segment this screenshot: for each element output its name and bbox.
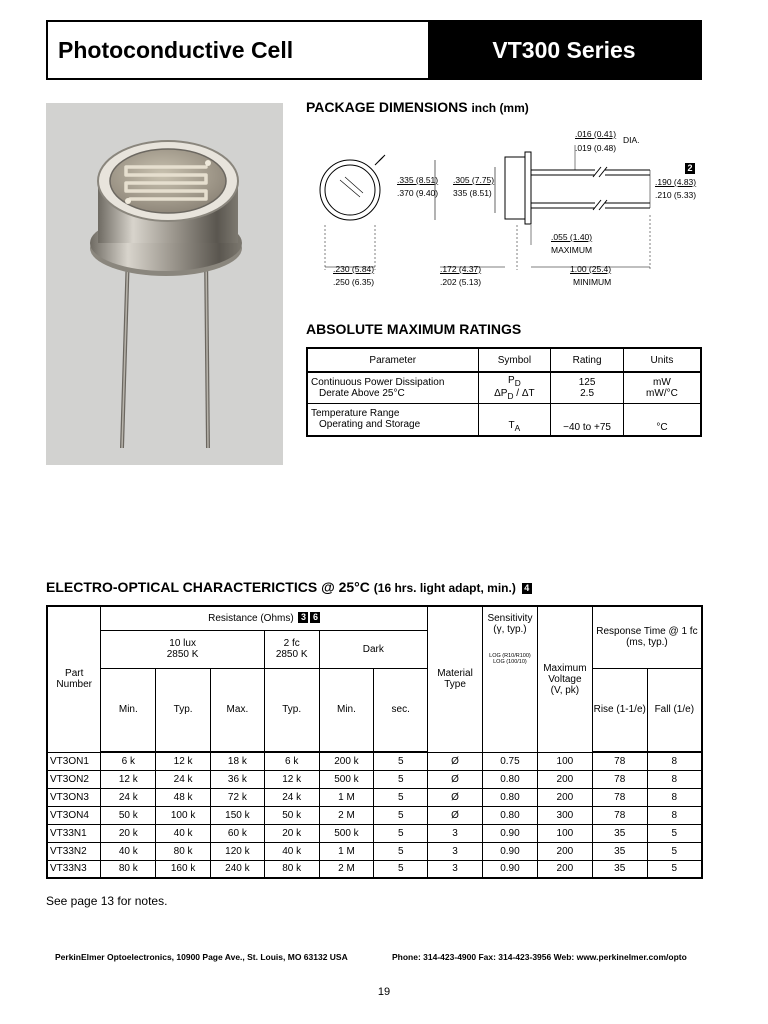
part-number-cell: VT3ON3 <box>47 788 101 806</box>
max-voltage-header <box>537 606 592 752</box>
table-cell: 50 k <box>101 806 156 824</box>
material-label: Material <box>437 668 473 680</box>
rating-text: 2.5 <box>580 388 595 399</box>
table-cell: 8 <box>647 788 702 806</box>
package-units: inch (mm) <box>471 101 529 115</box>
table-cell: 5 <box>374 824 428 842</box>
table-cell: 12 k <box>264 770 319 788</box>
note-num: 6 <box>310 612 320 623</box>
table-cell: 160 k <box>156 860 211 878</box>
eoc-heading-text: ELECTRO-OPTICAL CHARACTERICTICS @ 25°C <box>46 579 370 595</box>
table-cell: 40 k <box>264 842 319 860</box>
table-cell: 35 <box>592 824 647 842</box>
max-voltage-label: Voltage <box>548 673 582 685</box>
param-text: Continuous Power Dissipation <box>311 377 445 388</box>
table-cell: 5 <box>374 806 428 824</box>
table-cell: 0.80 <box>482 770 537 788</box>
package-heading <box>306 99 529 115</box>
table-cell: 78 <box>592 752 647 770</box>
rating-cell <box>551 372 624 404</box>
fc-label: 2 fc <box>283 638 300 649</box>
note-num: 3 <box>298 612 308 623</box>
table-cell: 24 k <box>264 788 319 806</box>
formula-den: LOG (100/10) <box>493 659 527 665</box>
unit-text: mW <box>653 377 671 388</box>
table-cell: 200 <box>537 860 592 878</box>
table-cell: 150 k <box>210 806 264 824</box>
table-cell: 100 <box>537 752 592 770</box>
ratings-header-row <box>307 348 701 372</box>
table-cell: 72 k <box>210 788 264 806</box>
table-cell: 80 k <box>101 860 156 878</box>
table-cell: 5 <box>374 860 428 878</box>
fc-header <box>264 630 319 668</box>
eoc-heading-sub: (16 hrs. light adapt, min.) <box>373 581 516 595</box>
part-number-label: Part Number <box>56 668 92 691</box>
table-cell: 240 k <box>210 860 264 878</box>
table-cell: 80 k <box>264 860 319 878</box>
dim-note-num: 2 <box>685 163 695 174</box>
table-cell: 8 <box>647 752 702 770</box>
param-text: Derate Above 25°C <box>319 388 405 399</box>
material-label: Type <box>444 679 466 691</box>
table-row <box>47 824 702 842</box>
table-cell: 0.80 <box>482 806 537 824</box>
table-cell: 5 <box>374 752 428 770</box>
symbol-sub: A <box>514 422 521 433</box>
part-number-cell: VT33N2 <box>47 842 101 860</box>
symbol-sub: D <box>507 391 514 401</box>
param-text: Temperature Range <box>311 408 400 420</box>
sub-header: Typ. <box>156 668 211 752</box>
table-cell: 5 <box>647 860 702 878</box>
footer-address: PerkinElmer Optoelectronics, 10900 Page Ave., St. Louis, MO 63132 USA <box>55 952 348 962</box>
dim-lead-dia-b: .019 (0.48) <box>575 143 617 153</box>
table-row <box>47 788 702 806</box>
unit-text: mW/°C <box>646 388 678 399</box>
eoc-table <box>46 605 703 879</box>
part-number-cell: VT33N1 <box>47 824 101 842</box>
ratings-table <box>306 347 702 437</box>
table-cell: 0.75 <box>482 752 537 770</box>
table-row <box>47 842 702 860</box>
param-text: Operating and Storage <box>319 419 421 431</box>
max-voltage-label: (V, pk) <box>550 684 580 696</box>
table-cell: 5 <box>374 770 428 788</box>
part-number-cell: VT3ON1 <box>47 752 101 770</box>
eoc-subheader-row <box>47 668 702 752</box>
part-number-cell: VT33N3 <box>47 860 101 878</box>
page-number: 19 <box>377 986 391 998</box>
table-cell: 100 <box>537 824 592 842</box>
sensitivity-header <box>482 606 537 752</box>
table-cell: 300 <box>537 806 592 824</box>
table-cell: 1 M <box>319 788 374 806</box>
table-cell: 0.90 <box>482 842 537 860</box>
table-cell: 0.90 <box>482 824 537 842</box>
table-cell: 20 k <box>101 824 156 842</box>
footer-contact: Phone: 314-423-4900 Fax: 314-423-3956 Web: www.perkinelmer.com/opto <box>392 952 687 962</box>
part-number-cell: VT3ON4 <box>47 806 101 824</box>
sub-header: Min. <box>319 668 374 752</box>
lux-label: 10 lux <box>169 638 196 649</box>
sub-header: Min. <box>101 668 156 752</box>
table-cell: 500 k <box>319 824 374 842</box>
notes-text: See page 13 for notes. <box>46 894 168 908</box>
symbol-sub: D <box>514 378 521 388</box>
table-cell: 20 k <box>264 824 319 842</box>
formula-num: LOG (R10/R100) <box>489 653 531 659</box>
dim-h2-a: .305 (7.75) <box>453 175 495 185</box>
sub-header: Fall (1/e) <box>647 668 702 752</box>
table-cell: 35 <box>592 860 647 878</box>
response-label: Response Time @ 1 fc <box>596 626 698 638</box>
sensitivity-formula <box>483 653 537 665</box>
dim-flange-a: .055 (1.40) <box>551 232 593 242</box>
table-row <box>47 752 702 770</box>
table-cell: 8 <box>647 770 702 788</box>
table-cell: Ø <box>428 806 483 824</box>
dim-lead-dia-a: .016 (0.41) <box>575 129 617 139</box>
table-cell: Ø <box>428 770 483 788</box>
sub-header: sec. <box>374 668 428 752</box>
table-cell: 40 k <box>101 842 156 860</box>
table-cell: 2 M <box>319 806 374 824</box>
table-cell: 200 k <box>319 752 374 770</box>
dark-header: Dark <box>319 630 428 668</box>
resistance-header <box>101 606 428 630</box>
symbol-text: ΔP <box>494 388 508 399</box>
rating-text: 125 <box>578 377 596 388</box>
lux-header <box>101 630 264 668</box>
eoc-note-num: 4 <box>522 583 532 594</box>
sub-header: Rise (1-1/e) <box>592 668 647 752</box>
symbol-text: T <box>508 419 515 431</box>
dim-dia-label: DIA. <box>623 135 640 145</box>
eoc-heading <box>46 579 532 595</box>
table-cell: 0.80 <box>482 788 537 806</box>
eoc-header-row <box>47 606 702 630</box>
product-photo <box>46 103 283 465</box>
table-cell: 80 k <box>156 842 211 860</box>
table-cell: 500 k <box>319 770 374 788</box>
sensitivity-label: Sensitivity <box>487 613 533 624</box>
response-time-header <box>592 606 702 668</box>
part-number-cell: VT3ON2 <box>47 770 101 788</box>
col-header: Symbol <box>478 348 551 372</box>
table-cell: 35 <box>592 842 647 860</box>
param-cell <box>307 372 478 404</box>
table-cell: 3 <box>428 842 483 860</box>
param-cell <box>307 404 478 436</box>
dim-w1-b: .250 (6.35) <box>333 277 375 287</box>
table-row <box>47 806 702 824</box>
table-cell: 60 k <box>210 824 264 842</box>
material-header <box>428 606 483 752</box>
table-cell: 6 k <box>101 752 156 770</box>
symbol-cell <box>478 372 551 404</box>
col-header: Parameter <box>307 348 478 372</box>
ratings-heading: ABSOLUTE MAXIMUM RATINGS <box>306 321 522 337</box>
table-cell: 78 <box>592 788 647 806</box>
table-cell: 24 k <box>156 770 211 788</box>
dim-lead-sp-a: .190 (4.83) <box>655 177 697 187</box>
symbol-text: / ΔT <box>513 388 535 399</box>
title-bar <box>46 20 702 80</box>
table-cell: 18 k <box>210 752 264 770</box>
col-header: Rating <box>551 348 624 372</box>
table-cell: 48 k <box>156 788 211 806</box>
table-cell: Ø <box>428 788 483 806</box>
dim-w1-a: .230 (5.84) <box>333 264 375 274</box>
table-cell: 50 k <box>264 806 319 824</box>
photocell-image <box>46 103 283 465</box>
dim-h1-b: .370 (9.40) <box>397 188 439 198</box>
unit-cell: °C <box>623 404 701 436</box>
table-cell: 5 <box>647 824 702 842</box>
series-title: VT300 Series <box>428 22 700 78</box>
table-cell: 5 <box>374 842 428 860</box>
table-cell: 120 k <box>210 842 264 860</box>
resistance-label: Resistance (Ohms) <box>208 613 294 625</box>
table-row <box>307 404 701 436</box>
table-cell: 78 <box>592 806 647 824</box>
part-number-header <box>47 606 101 752</box>
table-cell: 3 <box>428 860 483 878</box>
lux-label: 2850 K <box>166 649 199 660</box>
rating-cell: −40 to +75 <box>551 404 624 436</box>
table-cell: 5 <box>374 788 428 806</box>
symbol-cell <box>478 404 551 436</box>
table-cell: 36 k <box>210 770 264 788</box>
dim-lead-len-b: MINIMUM <box>573 277 612 287</box>
dim-lead-len-a: 1.00 (25.4) <box>570 264 612 274</box>
table-cell: 0.90 <box>482 860 537 878</box>
fc-label: 2850 K <box>275 649 308 660</box>
table-row <box>47 770 702 788</box>
unit-cell <box>623 372 701 404</box>
table-cell: 12 k <box>156 752 211 770</box>
table-cell: 200 <box>537 788 592 806</box>
dim-lead-sp-b: .210 (5.33) <box>655 190 697 200</box>
package-heading-text: PACKAGE DIMENSIONS <box>306 99 468 115</box>
dim-w2-b: .202 (5.13) <box>440 277 482 287</box>
table-cell: 78 <box>592 770 647 788</box>
table-cell: 24 k <box>101 788 156 806</box>
table-cell: Ø <box>428 752 483 770</box>
table-row <box>307 372 701 404</box>
max-voltage-label: Maximum <box>543 662 587 674</box>
table-cell: 3 <box>428 824 483 842</box>
table-cell: 100 k <box>156 806 211 824</box>
dim-flange-b: MAXIMUM <box>551 245 593 255</box>
sub-header: Max. <box>210 668 264 752</box>
table-cell: 200 <box>537 770 592 788</box>
table-cell: 200 <box>537 842 592 860</box>
package-drawing <box>305 125 705 295</box>
page-title: Photoconductive Cell <box>58 36 294 63</box>
table-cell: 6 k <box>264 752 319 770</box>
table-cell: 1 M <box>319 842 374 860</box>
table-cell: 40 k <box>156 824 211 842</box>
table-cell: 8 <box>647 806 702 824</box>
sub-header: Typ. <box>264 668 319 752</box>
response-label: (ms, typ.) <box>626 637 668 649</box>
col-header: Units <box>623 348 701 372</box>
symbol-text: P <box>508 375 515 386</box>
table-row <box>47 860 702 878</box>
sensitivity-label: (γ, typ.) <box>493 624 527 635</box>
dim-h1-a: .335 (8.51) <box>397 175 439 185</box>
dim-w2-a: .172 (4.37) <box>440 264 482 274</box>
table-cell: 5 <box>647 842 702 860</box>
table-cell: 2 M <box>319 860 374 878</box>
table-cell: 12 k <box>101 770 156 788</box>
dim-h2-b: 335 (8.51) <box>453 188 492 198</box>
